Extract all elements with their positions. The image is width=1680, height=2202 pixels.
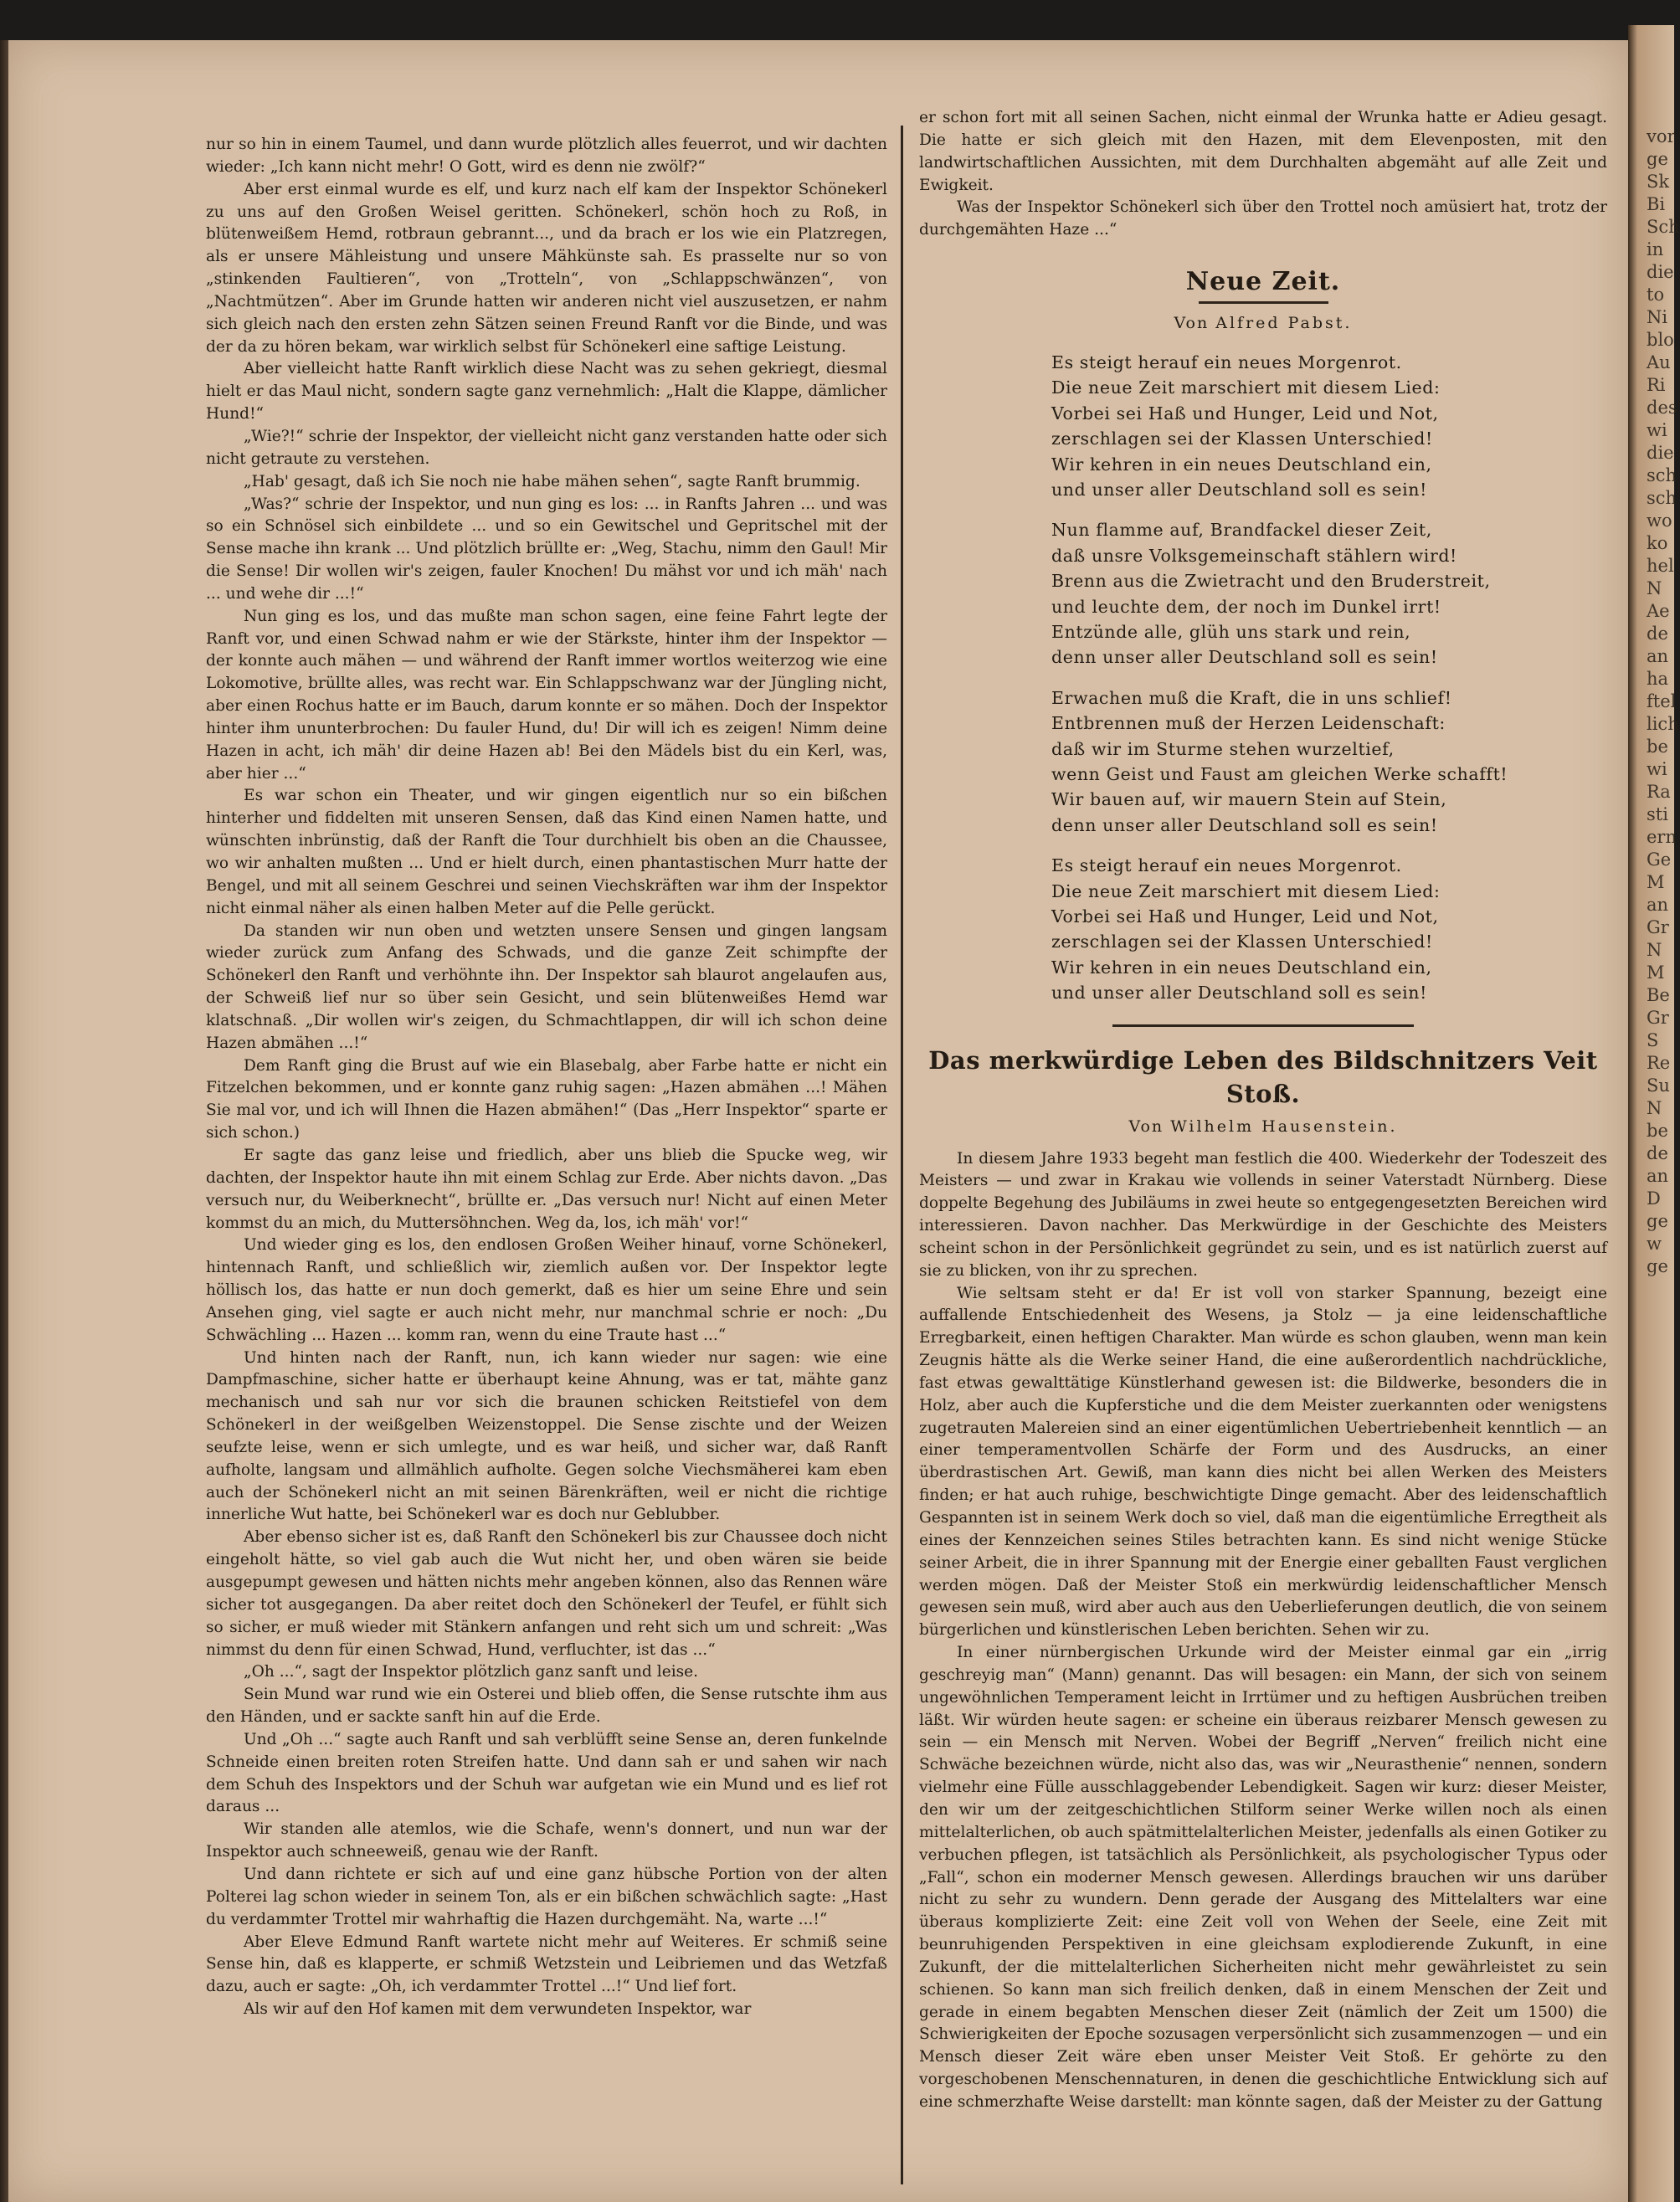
poem-line: Wir kehren in ein neues Deutschland ein, [1051, 957, 1432, 978]
paragraph: In diesem Jahre 1933 begeht man festlich die 400. Wiederkehr der Todeszeit des Meisters — und zwar in Krakau wie vollends in seiner Vaterstadt Nürnberg. Diese doppelte Begehung des Jubiläums in zwei heute so entgegengesetzten Bereichen wird interessieren. Davon nachher. Das Merkwürdige in der Geschichte des Meisters scheint schon in der Persönlichkeit gegründet zu sein, und es ist natürlich zuerst auf sie zu blicken, von ihr zu sprechen. [919, 1149, 1607, 1280]
essay-byline [919, 1116, 1607, 1138]
paragraph: Als wir auf den Hof kamen mit dem verwundeten Inspektor, war [244, 2000, 752, 2019]
next-page-fragment: Sch [1647, 217, 1680, 237]
next-page-fragment: w [1647, 1234, 1662, 1254]
next-page-fragment: blo [1647, 330, 1674, 350]
next-page-fragment: wi [1647, 420, 1667, 440]
next-page-fragment: des [1647, 398, 1677, 418]
next-page-fragment: D [1647, 1188, 1661, 1209]
next-page-fragment: ge [1647, 1211, 1668, 1231]
next-page-fragment: Su [1647, 1075, 1670, 1096]
poem-author: Alfred Pabst. [1215, 314, 1353, 333]
paragraph: Was der Inspektor Schönekerl sich über den Trottel noch amüsiert hat, trotz der durchgemähten Haze ...“ [919, 198, 1607, 239]
next-page-fragment: in [1647, 239, 1664, 259]
essay-title: Das merkwürdige Leben des Bildschnitzers Veit Stoß. [928, 1045, 1598, 1108]
paragraph: Und dann richtete er sich auf und eine ganz hübsche Portion von der alten Polterei lag schon wieder in seinem Ton, als er ein bißchen schwächlich sagte: „Hast du verdammter Trottel mir wahrhaftig die Hazen durchgemäht. Na, warte ...!“ [206, 1865, 887, 1928]
poem-stanza [1051, 517, 1607, 670]
paragraph: „Was?“ schrie der Inspektor, und nun ging es los: ... in Ranfts Jahren ... und was so ein Schnösel sich einbildete ... und so ein Gewitschel und Gepritschel mit der Sense mache ihn krank ... Und plötzlich brüllte er: „Weg, Stachu, nimm den Gaul! Mir die Sense! Dir wollen wir's zeigen, fauler Knochen! Du mähst vor und ich mäh' nach ... und wehe dir ...!“ [206, 495, 887, 603]
poem-line: daß wir im Sturme stehen wurzeltief, [1051, 738, 1395, 759]
paragraph: Aber Eleve Edmund Ranft wartete nicht mehr auf Weiteres. Er schmiß seine Sense hin, daß es klapperte, er schmiß Wetzstein und Leibriemen und das Wetzfaß dazu, auch er sagte: „Oh, ich verdammter Trottel ...!“ Und lief fort. [206, 1933, 887, 1996]
poem-line: denn unser aller Deutschland soll es sein! [1051, 647, 1438, 668]
paragraph: Er sagte das ganz leise und friedlich, aber uns blieb die Spucke weg, wir dachten, der Inspektor haute ihn mit einem Schlag zur Erde. Aber nichts davon. „Das versuch nur, du Weiberknecht“, brüllte er. „Das versuch nur! Nicht auf einen Meter kommst du an mich, du Muttersöhnchen. Weg da, los, ich mäh' vor!“ [206, 1146, 887, 1232]
next-page-fragment: be [1647, 1121, 1668, 1141]
paragraph: Und hinten nach der Ranft, nun, ich kann wieder nur sagen: wie eine Dampfmaschine, sicher hatte er überhaupt keine Ahnung, was er tat, mähte ganz mechanisch und sah nur vor sich die braunen schicken Reitstiefel von dem Schönekerl in der weißgelben Weizenstoppel. Die Sense zischte und der Weizen seufzte leise, wenn er sich umlegte, und es war heiß, und sicher war, daß Ranft aufholte, langsam und allmählich aufholte. Gegen solche Viechsmäherei kam eben auch der Schönekerl nicht an mit seinen Bärenkräften, weil er nicht die richtige innerliche Wut hatte, bei Schönekerl war es doch nur Geblubber. [206, 1348, 887, 1524]
next-page-fragment: Gr [1647, 917, 1669, 937]
next-page-fragment: die [1647, 262, 1674, 282]
paragraph: Dem Ranft ging die Brust auf wie ein Blasebalg, aber Farbe hatte er nicht ein Fitzelchen bekommen, und er konnte ganz ruhig sagen: „Hazen abmähen ...! Mähen Sie mal vor, und ich will Ihnen die Hazen abmähen!“ (Das „Herr Inspektor“ sparte er sich schon.) [206, 1056, 887, 1142]
right-column [919, 107, 1607, 2114]
next-page-fragment: sch [1647, 488, 1677, 508]
poem-line: Entbrennen muß der Herzen Leidenschaft: [1051, 713, 1446, 734]
poem-line: denn unser aller Deutschland soll es sein! [1051, 814, 1438, 835]
next-page-fragment: ko [1647, 533, 1668, 553]
essay-author: Wilhelm Hausenstein. [1170, 1116, 1398, 1136]
poem-stanza [1051, 350, 1607, 502]
poem-byline [919, 312, 1607, 335]
next-page-fragment: de [1647, 1143, 1668, 1163]
paragraph: Aber ebenso sicher ist es, daß Ranft den Schönekerl bis zur Chaussee doch nicht eingeholt hätte, so viel gab auch die Wut nicht her, und oben wären sie beide ausgepumpt gewesen und hätten nichts mehr angeben können, also das Rennen wäre sicher tot ausgegangen. Da aber reitet doch den Schönekerl der Teufel, er fühlt sich so sicher, er muß wieder mit Stänkern anfangen und reht sich um und schreit: „Was nimmst du denn für einen Schwad, Hund, verfluchter, ist das ...“ [206, 1528, 887, 1659]
paragraph: Es war schon ein Theater, und wir gingen eigentlich nur so ein bißchen hinterher und fiddelten mit unseren Sensen, daß das Kind einen Namen hatte, und wünschten inbrünstig, daß der Ranft die Tour durchhielt bis oben an die Chaussee, wo wir anhalten mußten ... Und er hielt durch, einen phantastischen Murr hatte der Bengel, und mit all seinem Geschrei und seinen Viechskräften war ihm der Inspektor nicht einmal näher als einen halben Meter auf die Pelle gerückt. [206, 787, 887, 917]
poem-line: Erwachen muß die Kraft, die in uns schlief! [1051, 687, 1452, 708]
section-rule [1112, 1024, 1414, 1027]
poem-line: und leuchte dem, der noch im Dunkel irrt! [1051, 596, 1441, 617]
poem-line: Wir kehren in ein neues Deutschland ein, [1051, 454, 1432, 475]
adjacent-page-edge [1628, 25, 1680, 2202]
next-page-fragment: de [1647, 624, 1668, 644]
next-page-fragment: die [1647, 443, 1674, 463]
next-page-fragment: lich [1647, 714, 1679, 734]
next-page-fragment: Be [1647, 985, 1670, 1005]
paragraph: Und wieder ging es los, den endlosen Großen Weiher hinauf, vorne Schönekerl, hintennach Ranft, und schließlich wir, ziemlich außen vor. Der Inspektor legte höllisch los, das hatte er nun doch gemerkt, daß es hier um seine Ehre und sein Ansehen ging, viel sagte er auch nicht mehr, nur manchmal schrie er noch: „Du Schwächling ... Hazen ... komm ran, wenn du eine Traute hast ...“ [206, 1236, 887, 1344]
paragraph: Sein Mund war rund wie ein Osterei und blieb offen, die Sense rutschte ihm aus den Händen, und er sackte sanft hin auf die Erde. [206, 1686, 887, 1727]
next-page-fragment: ftel [1647, 691, 1677, 711]
next-page-fragment: S [1647, 1030, 1659, 1050]
paragraph: er schon fort mit all seinen Sachen, nicht einmal der Wrunka hatte er Adieu gesagt. Die hatte er sich gleich mit den Hazen, mit dem Elevenposten, mit den landwirtschaftlichen Aussichten, mit dem Durchhalten abgemäht auf alle Zeit und Ewigkeit. [919, 109, 1607, 194]
next-page-fragment: an [1647, 646, 1669, 666]
poem-line: Es steigt herauf ein neues Morgenrot. [1051, 855, 1402, 876]
next-page-fragment: Gr [1647, 1008, 1669, 1028]
next-page-fragment: wo [1647, 511, 1672, 531]
next-page-fragment: Ge [1647, 849, 1672, 870]
story-continuation [919, 107, 1607, 242]
paragraph: nur so hin in einem Taumel, und dann wurde plötzlich alles feuerrot, und wir dachten wieder: „Ich kann nicht mehr! O Gott, wird es denn nie zwölf?“ [206, 136, 887, 176]
next-page-fragment: Bi [1647, 194, 1666, 214]
next-page-fragment: sti [1647, 804, 1668, 824]
next-page-fragment: Ae [1647, 601, 1670, 621]
next-page-fragment: M [1647, 872, 1665, 892]
paragraph: Und „Oh ...“ sagte auch Ranft und sah verblüfft seine Sense an, deren funkelnde Schneide einen breiten roten Streifen hatte. Und dann sah er und sahen wir nach dem Schuh des Inspektors und der Schuh war aufgetan wie ein Mund und es lief rot daraus ... [206, 1730, 887, 1816]
next-page-fragment: ge [1647, 1256, 1668, 1276]
next-page-fragment: Re [1647, 1053, 1671, 1073]
next-page-fragment: Au [1647, 352, 1671, 372]
poem-line: wenn Geist und Faust am gleichen Werke schafft! [1051, 764, 1508, 784]
poem-line: zerschlagen sei der Klassen Unterschied! [1051, 932, 1433, 952]
paragraph: Aber erst einmal wurde es elf, und kurz nach elf kam der Inspektor Schönekerl zu uns auf den Großen Weisel geritten. Schönekerl, schön hoch zu Roß, in blütenweißem Hemd, rotbraun gebrannt..., und da brach er los wie ein Platzregen, als er unsere Mähleistung und unsere Mähkünste sah. Es prasselte nur so von „stinkenden Faultieren“, von „Trotteln“, von „Schlappschwänzen“, von „Nachtmützen“. Aber im Grunde hatten wir anderen nicht viel auszusetzen, er nahm sich gleich nach den ersten zehn Sätzen seinen Freund Ranft vor die Binde, und was der da zu hören bekam, war wirklich selbst für Schönekerl eine saftige Leistung. [206, 180, 887, 356]
next-page-fragment: be [1647, 737, 1668, 757]
column-divider [901, 126, 903, 2184]
next-page-fragment: vor [1647, 126, 1676, 146]
next-page-fragment: Ri [1647, 375, 1666, 395]
title-underline [1199, 301, 1328, 304]
next-page-fragment: ge [1647, 149, 1668, 169]
poem-line: Die neue Zeit marschiert mit diesem Lied: [1051, 377, 1441, 398]
poem-line: und unser aller Deutschland soll es sein! [1051, 479, 1427, 500]
next-page-fragment: ern [1647, 827, 1677, 847]
poem-stanza [1051, 853, 1607, 1005]
poem-line: Nun flamme auf, Brandfackel dieser Zeit, [1051, 520, 1432, 541]
paragraph: In einer nürnbergischen Urkunde wird der Meister einmal gar ein „irrig geschreyig man“ (Mann) genannt. Das will besagen: ein Mann, der sich von seinem ungewöhnlichen Temperament leicht in Irrtümer und zu heftigen Ausbrüchen treiben läßt. Wir würden heute sagen: er scheine ein überaus reizbarer Mensch gewesen zu sein — ein Mensch mit Nerven. Wobei der Begriff „Nerven“ freilich nicht eine Schwäche bezeichnen würde, nicht also das, was wir „Neurasthenie“ nennen, sondern vielmehr eine Fülle ausschlaggebender Lebendigkeit. Sagen wir kurz: dieser Meister, den wir um der zeitgeschichtlichen Stilform seiner Werke willen noch als einen mittelalterlichen, ob auch spätmittelalterlichen Meister, jedenfalls als einen Gotiker zu verbuchen pflegen, ist tatsächlich als Persönlichkeit, als psychologischer Typus oder „Fall“, schon ein moderner Mensch gewesen. Allerdings brauchen wir uns darüber nicht zu sehr zu wundern. Denn gerade der Ausgang des Mittelalters war eine überaus komplizierte Zeit: eine Zeit voll von Wehen der Seele, eine Zeit mit beunruhigenden Perspektiven in eine gleichsam explodierende Zukunft, in eine Zukunft, der die mittelalterlichen Sicherheiten nicht mehr gewährleistet zu sein schienen. So kann man sich freilich denken, daß in einem Menschen der Zeit und gerade in einem begabten Menschen dieser Zeit (nämlich der Zeit um 1500) die Schwierigkeiten der Epoche sozusagen verpersönlicht sich zusammenzogen — und ein Mensch dieser Zeit wäre eben unser Meister Veit Stoß. Er gehörte zu den vorgeschobenen Menschennaturen, in denen die geschichtliche Entwicklung sich auf eine schmerzhafte Weise darstellt: man könnte sagen, daß der Meister zu der Gattung [919, 1644, 1607, 2111]
paragraph: „Hab' gesagt, daß ich Sie noch nie habe mähen sehen“, sagte Ranft brummig. [244, 472, 861, 490]
paragraph: Nun ging es los, und das mußte man schon sagen, eine feine Fahrt legte der Ranft vor, und einen Schwad nahm er wie der Stärkste, hinter ihm der Inspektor — der konnte auch mähen — und während der Ranft immer wortlos weiterzog wie eine Lokomotive, brüllte alles, was recht war. Ein Schlappschwanz war der Jüngling nicht, aber einen Rochus hatte er im Bauch, darum konnte er so mähen. Doch der Inspektor hinter ihm ununterbrochen: Du fauler Hund, du! Dir will ich es zeigen! Nimm deine Hazen in acht, ich mäh' dir deine Hazen ab! Bei den Mädels bist du ein Kerl, was, aber hier ...“ [206, 607, 887, 783]
next-page-fragment: ha [1647, 669, 1669, 689]
poem-line: Die neue Zeit marschiert mit diesem Lied: [1051, 880, 1441, 901]
paragraph: „Wie?!“ schrie der Inspektor, der vielleicht nicht ganz verstanden hatte oder sich nicht getraute zu verstehen. [206, 427, 887, 468]
next-page-fragment: wi [1647, 759, 1667, 779]
poem-line: Brenn aus die Zwietracht und den Bruderstreit, [1051, 571, 1491, 592]
poem-line: Vorbei sei Haß und Hunger, Leid und Not, [1051, 403, 1439, 423]
next-page-fragment: N [1647, 1098, 1662, 1118]
story-column [206, 134, 887, 2021]
next-page-fragment: N [1647, 940, 1662, 960]
next-page-fragment: hel [1647, 556, 1674, 576]
poem-stanza [1051, 685, 1607, 838]
next-page-fragment: Sk [1647, 172, 1670, 192]
byline-prefix: Von [1128, 1116, 1164, 1136]
paragraph: Aber vielleicht hatte Ranft wirklich diese Nacht was zu sehen gekriegt, diesmal hielt er das Maul nicht, sondern sagte ganz vernehmlich: „Halt die Klappe, dämlicher Hund!“ [206, 360, 887, 423]
essay-body [919, 1148, 1607, 2114]
poem-line: Es steigt herauf ein neues Morgenrot. [1051, 352, 1402, 372]
next-page-fragment: Ni [1647, 307, 1668, 327]
poem-title: Neue Zeit. [1185, 267, 1341, 297]
poem-line: Entzünde alle, glüh uns stark und rein, [1051, 621, 1411, 642]
poem-line: daß unsre Volksgemeinschaft stählern wird! [1051, 545, 1457, 566]
next-page-fragment: M [1647, 962, 1665, 983]
byline-prefix: Von [1174, 314, 1210, 333]
poem-line: und unser aller Deutschland soll es sein! [1051, 983, 1427, 1003]
poem-line: Vorbei sei Haß und Hunger, Leid und Not, [1051, 906, 1439, 927]
poem-line: Wir bauen auf, wir mauern Stein auf Stein, [1051, 789, 1447, 810]
poem-body [1051, 350, 1607, 1006]
next-page-fragment: to [1647, 285, 1665, 305]
next-page-fragment: sch [1647, 465, 1677, 485]
next-page-fragment: an [1647, 895, 1669, 915]
paragraph: „Oh ...“, sagt der Inspektor plötzlich ganz sanft und leise. [244, 1663, 699, 1681]
next-page-fragment: Ra [1647, 782, 1671, 802]
paragraph: Wie seltsam steht er da! Er ist voll von starker Spannung, bezeigt eine auffallende Entschiedenheit des Wesens, ja Stolz — ja eine leidenschaftliche Erregbarkeit, einen heftigen Charakter. Man würde es schon glauben, wenn man kein Zeugnis hätte als die Werke seiner Hand, die eine außerordentlich nachdrückliche, fast etwas gewalttätige Künstlerhand gewesen ist: die Bildwerke, besonders die in Holz, aber auch die Kupferstiche und die dem Meister zuerkannten oder wenigstens zugetrauten Malereien sind an einer eigentümlichen Uebertriebenheit kenntlich — an einer temperamentvollen Schärfe der Form und des Ausdrucks, an einer überdrastischen Art. Gewiß, man kann dies nicht bei allen Werken des Meisters finden; er hat auch ruhige, beschwichtigte Dinge gemacht. Aber des leidenschaftlich Gespannten ist in seinem Werk doch so viel, daß man die eigentümliche Erregtheit als eines der Kennzeichen seines Stiles betrachten kann. Es sind nicht wenige Stücke seiner Arbeit, die in ihrer Spannung mit der Energie einer geballten Faust verglichen werden mögen. Daß der Meister Stoß ein merkwürdig leidenschaftlicher Mensch gewesen sein muß, wird aber auch aus den Ueberlieferungen deutlich, die von seinem bürgerlichen und künstlerischen Leben berichten. Sehen wir zu. [919, 1284, 1607, 1640]
next-page-fragment: N [1647, 578, 1662, 598]
next-page-fragment: an [1647, 1166, 1669, 1186]
poem-line: zerschlagen sei der Klassen Unterschied! [1051, 429, 1433, 449]
paragraph: Wir standen alle atemlos, wie die Schafe, wenn's donnert, und nun war der Inspektor auch schneeweiß, genau wie der Ranft. [206, 1820, 887, 1861]
paragraph: Da standen wir nun oben und wetzten unsere Sensen und gingen langsam wieder zurück zum Anfang des Schwads, und die ganze Zeit schimpfte der Schönekerl den Ranft und verhöhnte ihn. Der Inspektor sah blaurot angelaufen aus, der Schweiß lief nur so über sein Gesicht, und sein blütenweißes Hemd war klatschnaß. „Dir wollen wir's zeigen, du Schmachtlappen, dir will ich schon deine Hazen abmähen ...!“ [206, 921, 887, 1052]
